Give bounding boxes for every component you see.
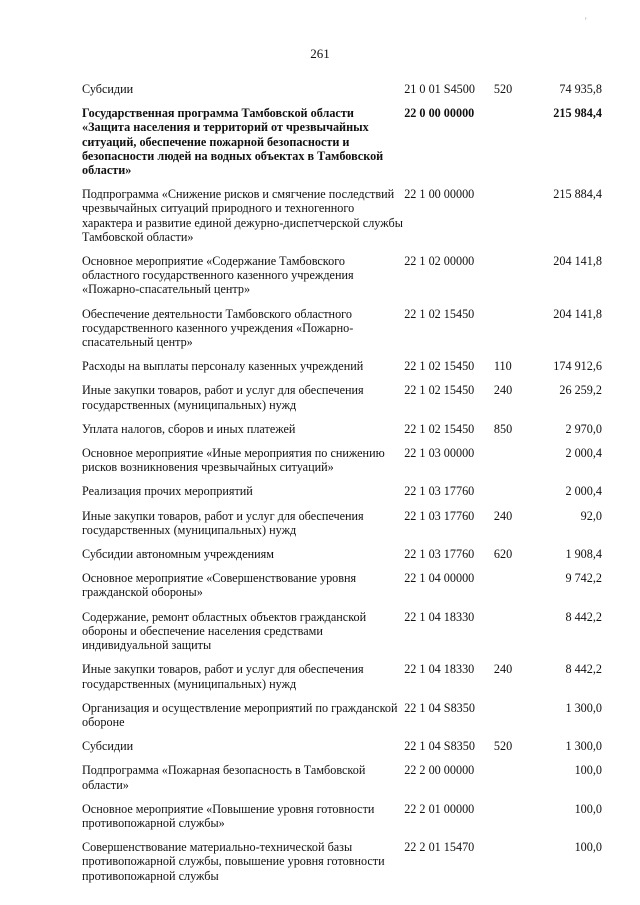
row-amount: 9 742,2: [565, 571, 602, 586]
row-code: 22 1 02 00000: [404, 254, 475, 269]
row-expense-type: 240: [493, 508, 513, 523]
table-row: [82, 82, 602, 106]
budget-table-body: [82, 82, 602, 893]
table-row: [82, 383, 602, 421]
corner-mark: ': [585, 16, 587, 26]
row-amount: 1 908,4: [565, 547, 602, 562]
table-row: [82, 701, 602, 739]
row-code: 22 1 04 S8350: [404, 700, 475, 715]
row-expense-type: 520: [493, 82, 513, 96]
table-row: [82, 802, 602, 840]
row-code: 22 1 02 15450: [404, 383, 475, 398]
row-expense-type: [494, 802, 531, 840]
row-name: Организация и осуществление мероприятий по гражданской обороне: [82, 700, 398, 729]
row-amount: 74 935,8: [559, 82, 602, 96]
row-name: Основное мероприятие «Совершенствование уровня гражданской обороны»: [82, 571, 357, 600]
table-row: [82, 571, 602, 609]
table-row: [82, 106, 602, 187]
row-name: Основное мероприятие «Иные мероприятия по снижению рисков возникновения чрезвычайных ситуаций»: [82, 446, 385, 475]
row-amount: 1 300,0: [565, 739, 602, 754]
row-amount: 174 912,6: [553, 359, 602, 374]
row-name: Основное мероприятие «Повышение уровня готовности противопожарной службы»: [82, 801, 375, 830]
row-code: 22 1 04 00000: [404, 571, 475, 586]
row-expense-type: [494, 254, 531, 307]
row-amount: 204 141,8: [553, 306, 602, 321]
row-expense-type: [494, 763, 531, 801]
table-row: [82, 509, 602, 547]
table-row: [82, 662, 602, 700]
row-expense-type: 520: [493, 739, 513, 754]
row-name: Расходы на выплаты персоналу казенных учреждений: [82, 359, 364, 374]
row-name: Обеспечение деятельности Тамбовского областного государственного казенного учреждения «Пожарно-спасательный центр»: [82, 306, 354, 350]
table-row: [82, 763, 602, 801]
table-row: [82, 446, 602, 484]
table-row: [82, 610, 602, 663]
row-name: Иные закупки товаров, работ и услуг для обеспечения государственных (муниципальных) нужд: [82, 383, 364, 412]
row-code: 22 1 04 18330: [404, 662, 475, 677]
row-amount: 204 141,8: [553, 254, 602, 269]
row-expense-type: [494, 484, 531, 508]
page-number: 261: [310, 46, 330, 61]
row-code: 22 1 02 15450: [404, 421, 475, 436]
row-expense-type: 110: [493, 359, 512, 374]
row-name: Подпрограмма «Снижение рисков и смягчение последствий чрезвычайных ситуаций природного и техногенного характера и развитие единой дежурно-диспетчерской службы Тамбовской области»: [82, 187, 403, 244]
row-code: 22 2 00 00000: [404, 763, 475, 778]
budget-table: [82, 82, 602, 893]
row-amount: 215 884,4: [553, 187, 602, 202]
row-code: 22 1 03 17760: [404, 547, 475, 562]
row-name: Реализация прочих мероприятий: [82, 484, 253, 499]
row-code: 22 2 01 15470: [404, 840, 475, 855]
table-row: [82, 547, 602, 571]
row-expense-type: [494, 571, 531, 609]
row-name: Подпрограмма «Пожарная безопасность в Тамбовской области»: [82, 763, 366, 792]
row-expense-type: [494, 610, 531, 663]
row-name: Иные закупки товаров, работ и услуг для обеспечения государственных (муниципальных) нужд: [82, 508, 364, 537]
row-name: Государственная программа Тамбовской области «Защита населения и территорий от чрезвычайных ситуаций, обеспечение пожарной безопасности и безопасности людей на водных объектах в Тамбовской области»: [82, 106, 384, 178]
row-expense-type: [494, 840, 531, 893]
row-expense-type: 240: [493, 662, 513, 677]
row-name: Уплата налогов, сборов и иных платежей: [82, 421, 296, 436]
table-row: [82, 254, 602, 307]
row-amount: 100,0: [574, 801, 602, 816]
row-code: 22 1 02 15450: [404, 359, 475, 374]
row-name: Совершенствование материально-технической базы противопожарной службы, повышение уровня готовности противопожарной службы: [82, 840, 385, 883]
row-name: Иные закупки товаров, работ и услуг для обеспечения государственных (муниципальных) нужд: [82, 662, 364, 691]
row-code: 21 0 01 S4500: [404, 82, 475, 96]
row-amount: 26 259,2: [559, 383, 602, 398]
row-expense-type: [494, 307, 531, 360]
row-name: Субсидии: [82, 82, 134, 96]
row-amount: 100,0: [574, 840, 602, 855]
row-amount: 2 970,0: [565, 421, 602, 436]
row-code: 22 1 03 00000: [404, 446, 475, 461]
row-code: 22 1 03 17760: [404, 508, 475, 523]
row-code: 22 1 03 17760: [404, 484, 475, 499]
row-amount: 8 442,2: [565, 662, 602, 677]
table-row: [82, 840, 602, 893]
row-amount: 8 442,2: [565, 609, 602, 624]
row-name: Субсидии автономным учреждениям: [82, 547, 274, 562]
row-amount: 92,0: [580, 508, 602, 523]
row-amount: 2 000,4: [565, 446, 602, 461]
row-expense-type: 240: [493, 383, 513, 398]
table-row: [82, 359, 602, 383]
table-row: [82, 422, 602, 446]
row-amount: 100,0: [574, 763, 602, 778]
row-expense-type: [494, 187, 531, 254]
row-code: 22 1 04 18330: [404, 609, 475, 624]
row-code: 22 1 04 S8350: [404, 739, 475, 754]
row-expense-type: 850: [493, 421, 513, 436]
row-name: Содержание, ремонт областных объектов гражданской обороны и обеспечение населения средствами индивидуальной защиты: [82, 609, 367, 653]
row-expense-type: [494, 106, 531, 187]
row-code: 22 1 00 00000: [404, 187, 475, 202]
row-expense-type: 620: [493, 547, 513, 562]
row-code: 22 0 00 00000: [404, 106, 475, 121]
table-row: [82, 187, 602, 254]
row-amount: 1 300,0: [565, 700, 602, 715]
row-code: 22 2 01 00000: [404, 801, 475, 816]
row-code: 22 1 02 15450: [404, 306, 475, 321]
row-amount: 215 984,4: [553, 106, 602, 121]
table-row: [82, 484, 602, 508]
row-name: Основное мероприятие «Содержание Тамбовского областного государственного казенного учреждения «Пожарно-спасательный центр»: [82, 254, 354, 297]
table-row: [82, 307, 602, 360]
row-name: Субсидии: [82, 739, 134, 754]
row-expense-type: [494, 701, 531, 739]
row-expense-type: [494, 446, 531, 484]
table-row: [82, 739, 602, 763]
row-amount: 2 000,4: [565, 484, 602, 499]
